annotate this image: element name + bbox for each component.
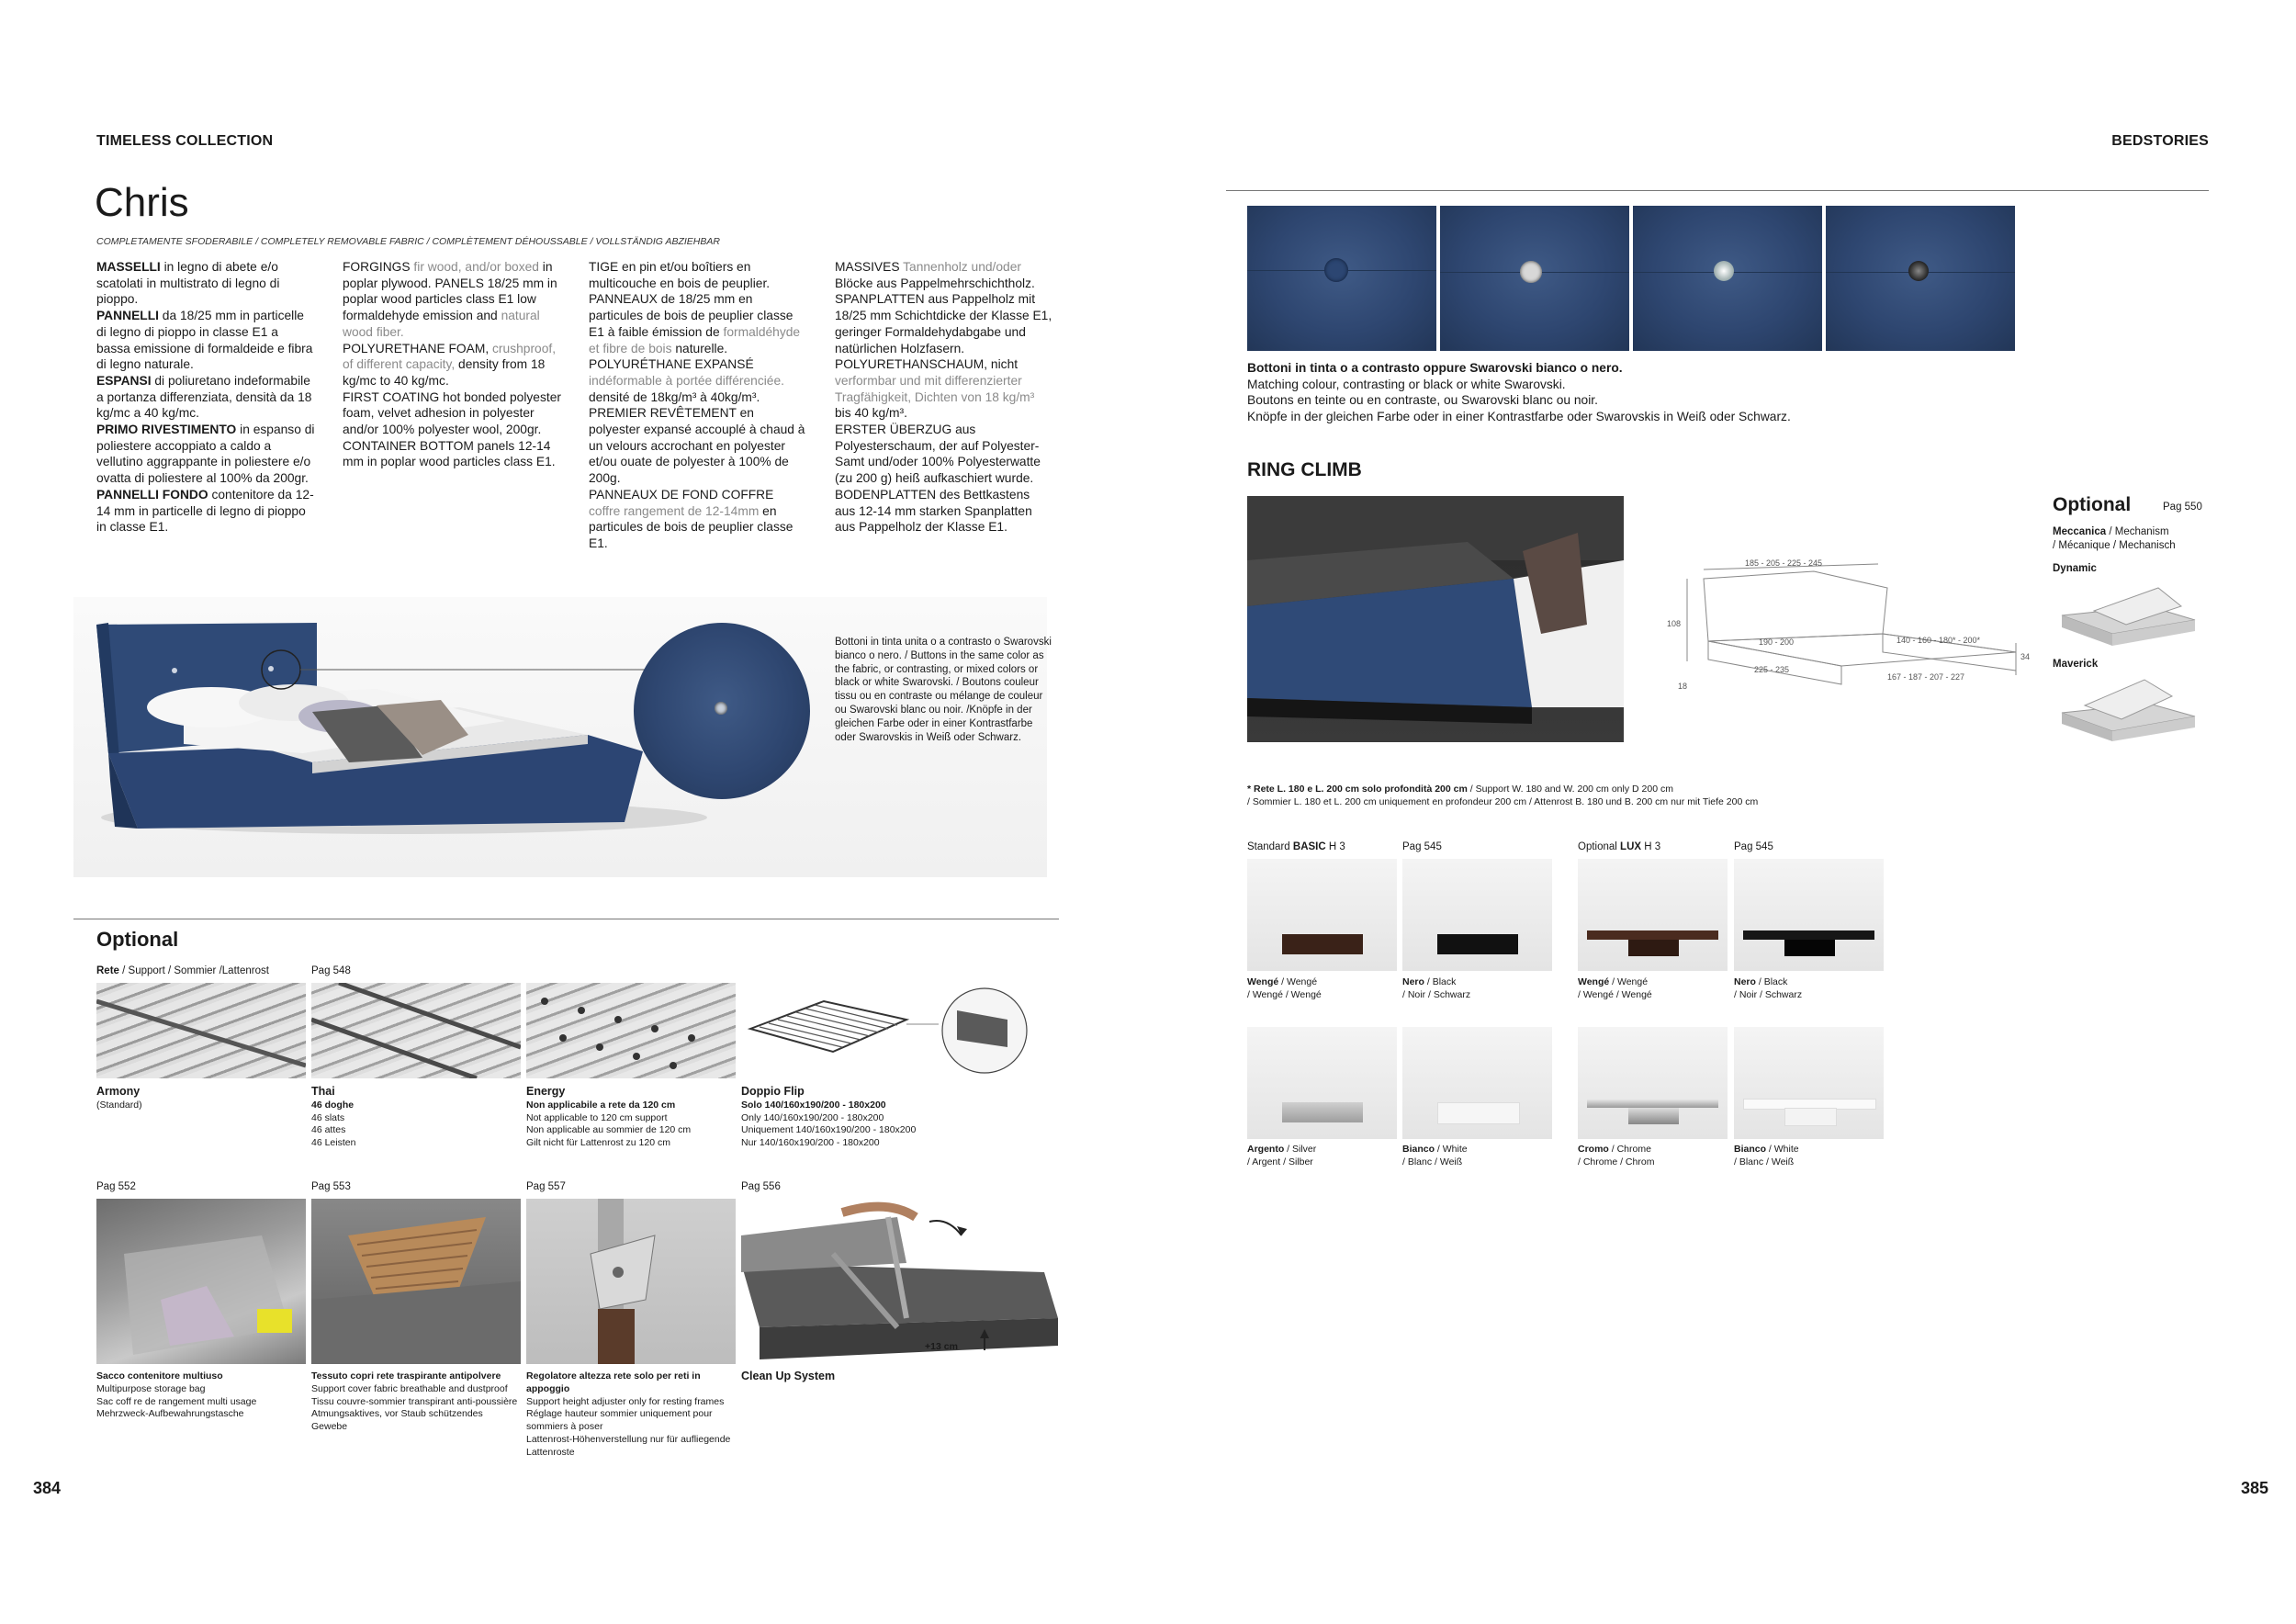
svg-text:18: 18: [1678, 682, 1688, 691]
foot-caption-3: Wengé / Wengé / Wengé / Wengé: [1578, 976, 1652, 1000]
svg-text:190 - 200: 190 - 200: [1759, 637, 1795, 647]
mech-label: Meccanica / Mechanism / Mécanique / Mechanisch: [2053, 526, 2176, 551]
storage-bag-image: [96, 1199, 306, 1364]
button-swatch-swarovski-white: [1633, 206, 1822, 351]
acc-page-4: Pag 556: [741, 1181, 781, 1192]
brand-label: BEDSTORIES: [2111, 133, 2209, 149]
buttons-caption: Bottoni in tinta o a contrasto oppure Swarovski bianco o nero. Matching colour, contrasting or black or white Swarovski. Boutons en teinte ou en contraste, ou Swarovski blanc ou noir. Knöpfe in der gleichen Farbe oder in einer Kontrastfarbe oder Swarovskis in Weiß oder Schwarz.: [1247, 361, 1791, 424]
page-number-right: 385: [2240, 1479, 2268, 1497]
energy-slats-image: [526, 983, 736, 1078]
foot-caption-2: Nero / Black / Noir / Schwarz: [1402, 976, 1471, 1000]
svg-text:140 - 160 - 180* - 200*: 140 - 160 - 180* - 200*: [1896, 636, 1981, 645]
text-column-it: MASSELLI in legno di abete e/o scatolati in multistrato di legno di pioppo. PANNELLI da 18/25 mm in particelle di legno di pioppo in classe E1 a bassa emissione di formaldeide e fibra di legno naturale. ESPANSI di poliuretano indeformabile a portanza differenziata, densità da 18 kg/mc a 40 kg/mc. PRIMO RIVESTIMENTO in espanso di poliestere accoppiato a caldo a vellutino aggrappante in poliestere e/o ovatta di poliestere al 100% da 200gr. PANNELLI FONDO contenitore da 12-14 mm in particelle di legno di pioppo in classe E1.: [96, 260, 315, 535]
foot-caption-6: Bianco / White / Blanc / Weiß: [1402, 1144, 1468, 1167]
foot-black-lux: [1734, 859, 1884, 971]
subtitle: COMPLETAMENTE SFODERABILE / COMPLETELY REMOVABLE FABRIC / COMPLÈTEMENT DÉHOUSSABLE / VOLLSTÄNDIG ABZIEHBAR: [96, 236, 720, 247]
page-title: Chris: [95, 180, 189, 225]
foot-silver-basic: [1247, 1027, 1397, 1139]
thai-slats-image: [311, 983, 521, 1078]
svg-text:225 - 235: 225 - 235: [1754, 665, 1790, 674]
foot-white-basic: [1402, 1027, 1552, 1139]
text-column-en: FORGINGS fir wood, and/or boxed in poplar plywood. PANELS 18/25 mm in poplar wood particles class E1 low formaldehyde emission and natural wood fiber. POLYURETHANE FOAM, crushproof, of different capacity, density from 18 kg/mc to 40 kg/mc. FIRST COATING hot bonded polyester foam, velvet adhesion in polyester and/or 100% polyester wool, 200gr. CONTAINER BOTTOM panels 12-14 mm in poplar wood particles class E1.: [343, 260, 561, 469]
mech-dynamic-label: Dynamic: [2053, 563, 2097, 574]
button-detail-circle: [634, 623, 810, 799]
button-swatch-swarovski-black: [1826, 206, 2015, 351]
dynamic-mechanism-image: [2057, 583, 2200, 648]
svg-text:167 - 187 - 207 - 227: 167 - 187 - 207 - 227: [1887, 672, 1965, 682]
text-column-de: MASSIVES Tannenholz und/oder Blöcke aus Pappelmehrschichtholz. SPANPLATTEN aus Pappelholz mit 18/25 mm Schichtdicke der Klasse E1, geringer Formaldehydabgabe und natürlichen Holzfasern. POLYURETHANSCHAUM, nicht verformbar und mit differenzierter Tragfähigkeit, Dichten von 18 kg/m³ bis 40 kg/m³. ERSTER ÜBERZUG aus Polyesterschaum, der auf Polyester-Samt und/oder 100% Polyesterwatte (zu 200 g) heiß aufkaschiert wurde. BODENPLATTEN des Bettkastens aus 12-14 mm starken Spanplatten aus Pappelholz der Klasse E1.: [835, 260, 1052, 535]
acc-page-3: Pag 557: [526, 1181, 566, 1192]
foot-black-basic: [1402, 859, 1552, 971]
svg-text:108: 108: [1667, 619, 1682, 628]
svg-text:34: 34: [2020, 652, 2031, 661]
foot-wenge-lux: [1578, 859, 1728, 971]
ring-climb-heading: RING CLIMB: [1247, 459, 1362, 480]
tufting-button-icon: [715, 702, 727, 715]
base-caption-doppio-flip: Doppio Flip Solo 140/160x190/200 - 180x200 Only 140/160x190/200 - 180x200 Uniquement 140/160x190/200 - 180x200 Nur 140/160x190/200 - 180x200: [741, 1085, 917, 1149]
page-number-left: 384: [33, 1479, 62, 1497]
doppio-flip-image: [741, 983, 1058, 1078]
standard-feet-page: Pag 545: [1402, 841, 1442, 852]
svg-text:185 - 205 - 225 - 245: 185 - 205 - 225 - 245: [1745, 558, 1823, 568]
button-swatch-contrast: [1440, 206, 1629, 351]
armony-slats-image: [96, 983, 306, 1078]
lux-feet-page: Pag 545: [1734, 841, 1773, 852]
foot-caption-4: Nero / Black / Noir / Schwarz: [1734, 976, 1803, 1000]
base-caption-thai: Thai 46 doghe 46 slats 46 attes 46 Leisten: [311, 1085, 356, 1149]
buttons-note: Bottoni in tinta unita o a contrasto o Swarovski bianco o nero. / Buttons in the same color as the fabric, or contrasting, or mixed colors or black or white Swarovski. / Boutons couleur tissu ou en contraste ou mélange de couleur ou Swarovski blanc ou noir. /Knöpfe in der gleichen Farbe oder in einer Kontrastfarbe oder Swarovskis in Weiß oder Schwarz.: [835, 637, 1052, 743]
collection-label: TIMELESS COLLECTION: [96, 133, 274, 149]
base-caption-energy: Energy Non applicabile a rete da 120 cm Not applicable to 120 cm support Non applicable au sommier de 120 cm Gilt nicht für Lattenrost zu 120 cm: [526, 1085, 692, 1149]
standard-feet-label: Standard BASIC H 3: [1247, 841, 1345, 852]
foot-caption-8: Bianco / White / Blanc / Weiß: [1734, 1144, 1799, 1167]
swarovski-black-icon: [1908, 261, 1929, 281]
height-adjuster-image: [526, 1199, 736, 1364]
matching-button-icon: [1324, 258, 1348, 282]
lift-label: +13 cm: [925, 1341, 958, 1352]
acc-page-1: Pag 552: [96, 1181, 136, 1192]
lux-feet-label: Optional LUX H 3: [1578, 841, 1661, 852]
mech-maverick-label: Maverick: [2053, 659, 2099, 670]
foot-wenge-basic: [1247, 859, 1397, 971]
button-swatch-matching: [1247, 206, 1436, 351]
foot-white-lux: [1734, 1027, 1884, 1139]
text-column-fr: TIGE en pin et/ou boîtiers en multicouche en bois de peuplier. PANNEAUX de 18/25 mm en particules de bois de peuplier classe E1 à faible émission de formaldéhyde et fibre de bois naturelle. POLYURÉTHANE EXPANSÉ indéformable à portée différenciée. densité de 18kg/m³ à 40kg/m³. PREMIER REVÊTEMENT en polyester expansé accouplé à chaud à un velours accrochant en polyester et/ou ouate de polyester à 100% de 200g. PANNEAUX DE FOND COFFRE coffre rangement de 12-14mm en particules de bois de peuplier classe E1.: [589, 260, 805, 550]
rete-label: Rete / Support / Sommier /Lattenrost: [96, 965, 269, 976]
mech-page: Pag 550: [2163, 502, 2202, 513]
maverick-mechanism-image: [2057, 678, 2200, 742]
support-note: * Rete L. 180 e L. 200 cm solo profondità 200 cm / Support W. 180 and W. 200 cm only D 200 cm / Sommier L. 180 et L. 200 cm uniquement en profondeur 200 cm / Attenrost B. 180 und B. 200 cm nur mit Tiefe 200 cm: [1247, 784, 1759, 807]
acc-page-2: Pag 553: [311, 1181, 351, 1192]
contrast-button-icon: [1520, 261, 1542, 283]
dimension-drawing: [1667, 551, 2053, 698]
base-caption-armony: Armony (Standard): [96, 1085, 142, 1111]
rete-page: Pag 548: [311, 965, 351, 976]
ring-climb-photo: [1247, 496, 1624, 742]
foot-caption-5: Argento / Silver / Argent / Silber: [1247, 1144, 1317, 1167]
foot-caption-7: Cromo / Chrome / Chrome / Chrom: [1578, 1144, 1655, 1167]
acc-caption-3: Regolatore altezza rete solo per reti in appoggio Support height adjuster only for resting frames Réglage hauteur sommier uniquement pour sommiers à poser Lattenrost-Höhenverstellung nur für aufliegende Lattenroste: [526, 1370, 731, 1458]
acc-caption-2: Tessuto copri rete traspirante antipolvere Support cover fabric breathable and dustproof Tissu couvre-sommier transpirant anti-poussière Atmungsaktives, vor Staub schützendes Gewebe: [311, 1370, 518, 1433]
mech-optional-heading: Optional: [2053, 494, 2132, 515]
foot-caption-1: Wengé / Wengé / Wengé / Wengé: [1247, 976, 1322, 1000]
support-cover-image: [311, 1199, 521, 1364]
clean-up-system-image: [741, 1199, 1058, 1364]
foot-chrome-lux: [1578, 1027, 1728, 1139]
acc-caption-4: Clean Up System: [741, 1370, 836, 1382]
acc-caption-1: Sacco contenitore multiuso Multipurpose storage bag Sac coff re de rangement multi usage Mehrzweck-Aufbewahrungstasche: [96, 1370, 257, 1420]
optional-heading: Optional: [96, 928, 179, 951]
swarovski-white-icon: [1714, 261, 1734, 281]
